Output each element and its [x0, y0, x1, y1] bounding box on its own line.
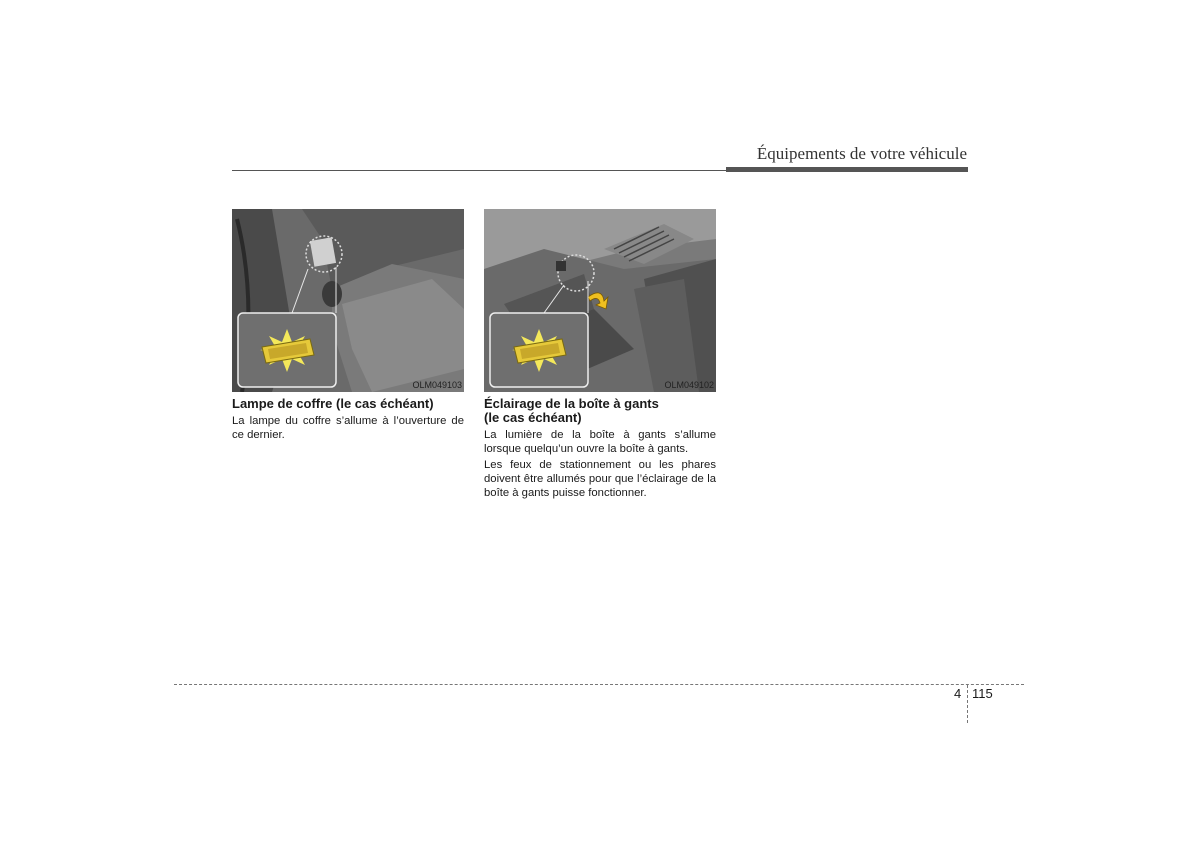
page-number: 115: [972, 686, 993, 701]
section-heading-line: (le cas échéant): [484, 410, 582, 425]
figure-code: OLM049102: [664, 380, 714, 390]
header-rule-accent: [726, 167, 968, 172]
section-paragraph: La lumière de la boîte à gants s’allume lorsque quelqu’un ouvre la boîte à gants.: [484, 429, 716, 455]
section-heading-line: Éclairage de la boîte à gants: [484, 396, 659, 411]
figure-code: OLM049103: [412, 380, 462, 390]
trunk-lamp-illustration: [232, 209, 464, 392]
section-paragraph: Les feux de stationnement ou les phares doivent être allumés pour que l’éclairage de la boîte à gants puisse fonctionner.: [484, 459, 716, 499]
section-heading: Lampe de coffre (le cas échéant): [232, 396, 434, 411]
header-rule: [232, 170, 726, 171]
footer-divider: [967, 685, 968, 723]
trunk-lamp-section: [232, 397, 464, 444]
glove-box-lamp-illustration: [484, 209, 716, 392]
glove-box-lamp-section: [484, 397, 716, 502]
chapter-number: 4: [954, 686, 962, 701]
section-paragraph: La lampe du coffre s’allume à l’ouverture de ce dernier.: [232, 415, 464, 441]
page-header-title: Équipements de votre véhicule: [756, 144, 967, 163]
section-heading: [484, 397, 716, 425]
footer-rule: [174, 684, 1024, 685]
